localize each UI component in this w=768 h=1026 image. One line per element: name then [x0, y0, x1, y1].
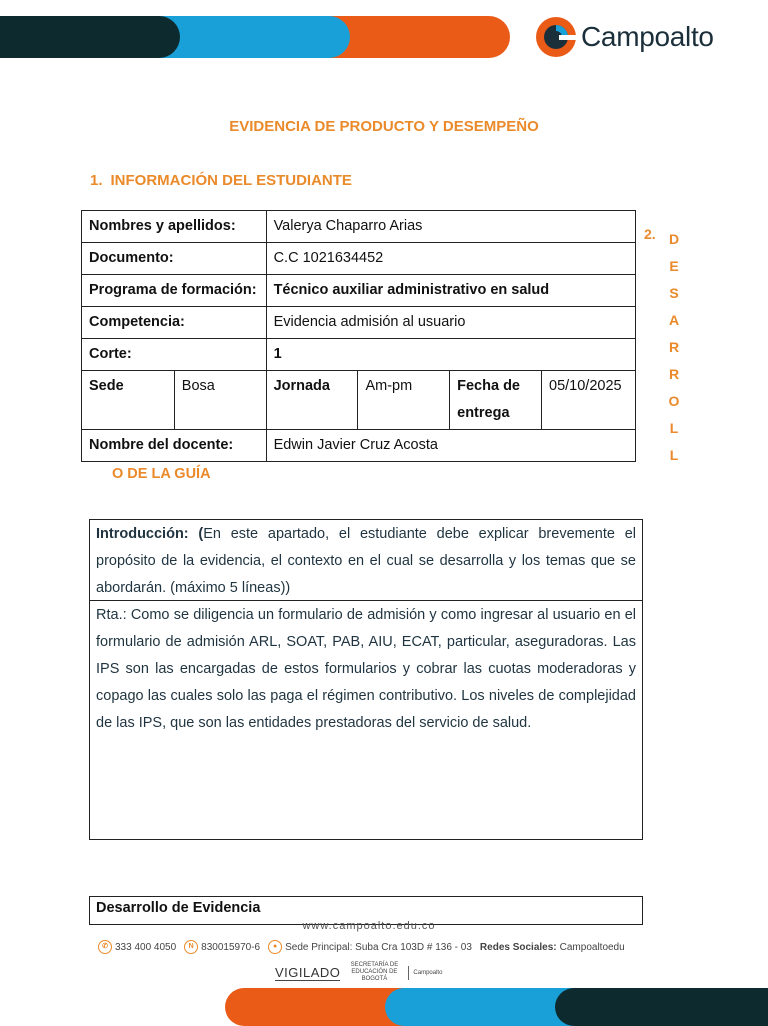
- social-handle[interactable]: Campoaltoedu: [559, 941, 625, 953]
- heading-letter: A: [668, 312, 680, 328]
- address-text: Sede Principal: Suba Cra 103D # 136 - 03: [285, 941, 472, 953]
- shift-value: Am-pm: [358, 371, 450, 430]
- heading-letter: R: [668, 366, 680, 382]
- section2-heading-continuation: O DE LA GUÍA: [112, 466, 211, 482]
- nit-number: 830015970-6: [201, 941, 261, 953]
- nit-icon: N: [184, 940, 198, 954]
- introduction-label: Introducción: (: [96, 526, 204, 542]
- cut-label: Corte:: [82, 339, 267, 371]
- cut-value: 1: [266, 339, 635, 371]
- name-value: Valerya Chaparro Arias: [266, 211, 635, 243]
- section1-number: 1.: [90, 172, 103, 189]
- name-label: Nombres y apellidos:: [82, 211, 267, 243]
- table-row: [82, 243, 636, 275]
- section2-vertical-heading: [667, 226, 681, 469]
- document-value: C.C 1021634452: [266, 243, 635, 275]
- footer-address: [268, 940, 472, 954]
- table-row: [82, 211, 636, 243]
- table-row: [82, 339, 636, 371]
- section2-number: 2.: [644, 226, 656, 242]
- vigilado-text: VIGILADO: [275, 964, 341, 980]
- heading-letter: E: [669, 258, 679, 274]
- footer-band-dark: [555, 988, 768, 1026]
- table-row: [82, 371, 636, 430]
- site-value: Bosa: [174, 371, 266, 430]
- location-icon: ●: [268, 940, 282, 954]
- header-band-dark: [0, 16, 180, 58]
- teacher-label: Nombre del docente:: [82, 430, 267, 462]
- heading-letter: D: [668, 231, 680, 247]
- program-label: Programa de formación:: [82, 275, 267, 307]
- vigilado-seal: [275, 962, 442, 983]
- heading-letter: L: [669, 420, 679, 436]
- heading-letter: S: [669, 285, 679, 301]
- date-label: Fecha de entrega: [450, 371, 542, 430]
- seal-divider: [408, 966, 409, 980]
- section1-heading: [90, 172, 352, 189]
- footer-contact: [98, 940, 625, 954]
- introduction-box: [89, 519, 643, 840]
- document-label: Documento:: [82, 243, 267, 275]
- site-label: Sede: [82, 371, 175, 430]
- introduction-answer: Rta.: Como se diligencia un formulario de admisión y como ingresar al usuario en el formulario de admisión ARL, SOAT, PAB, AIU, ECAT, particular, aseguradoras. Las IPS son las encargadas de estos formularios y cobrar las cuotas moderadoras y copago las cuales solo las paga el régimen contributivo. Los niveles de complejidad de las IPS, que son las entidades prestadoras del servicio de salud.: [90, 600, 642, 839]
- campoalto-logo-icon: [535, 16, 577, 58]
- phone-icon: ✆: [98, 940, 112, 954]
- section1-title: INFORMACIÓN DEL ESTUDIANTE: [110, 172, 352, 189]
- teacher-value: Edwin Javier Cruz Acosta: [266, 430, 635, 462]
- table-row: [82, 307, 636, 339]
- heading-letter: L: [669, 447, 679, 463]
- program-value: Técnico auxiliar administrativo en salud: [266, 275, 635, 307]
- heading-letter: R: [668, 339, 680, 355]
- competence-value: Evidencia admisión al usuario: [266, 307, 635, 339]
- footer-phone: [98, 940, 176, 954]
- footer-website[interactable]: www.campoalto.edu.co: [302, 920, 436, 932]
- date-value: 05/10/2025: [542, 371, 636, 430]
- phone-number: 333 400 4050: [115, 941, 177, 953]
- student-info-table: [81, 210, 636, 462]
- document-title: EVIDENCIA DE PRODUCTO Y DESEMPEÑO: [229, 118, 539, 135]
- shift-label: Jornada: [266, 371, 358, 430]
- introduction-prompt-text: En este apartado, el estudiante debe explicar brevemente el propósito de la evidencia, el contexto en el cual se desarrolla y los temas que se abordarán. (máximo 5 líneas)): [96, 526, 636, 596]
- competence-label: Competencia:: [82, 307, 267, 339]
- desarrollo-heading: Desarrollo de Evidencia: [89, 896, 643, 925]
- secretaria-text: SECRETARÍA DE EDUCACIÓN DE BOGOTÁ: [350, 962, 399, 982]
- social-label: Redes Sociales:: [479, 941, 557, 953]
- brand-name: Campoalto: [581, 21, 714, 52]
- table-row: [82, 430, 636, 462]
- footer-nit: [184, 940, 260, 954]
- introduction-prompt: [90, 520, 642, 600]
- campoalto-small-logo: Campoalto: [413, 969, 443, 976]
- heading-letter: O: [668, 393, 680, 409]
- table-row: [82, 275, 636, 307]
- campoalto-logo: [535, 16, 714, 58]
